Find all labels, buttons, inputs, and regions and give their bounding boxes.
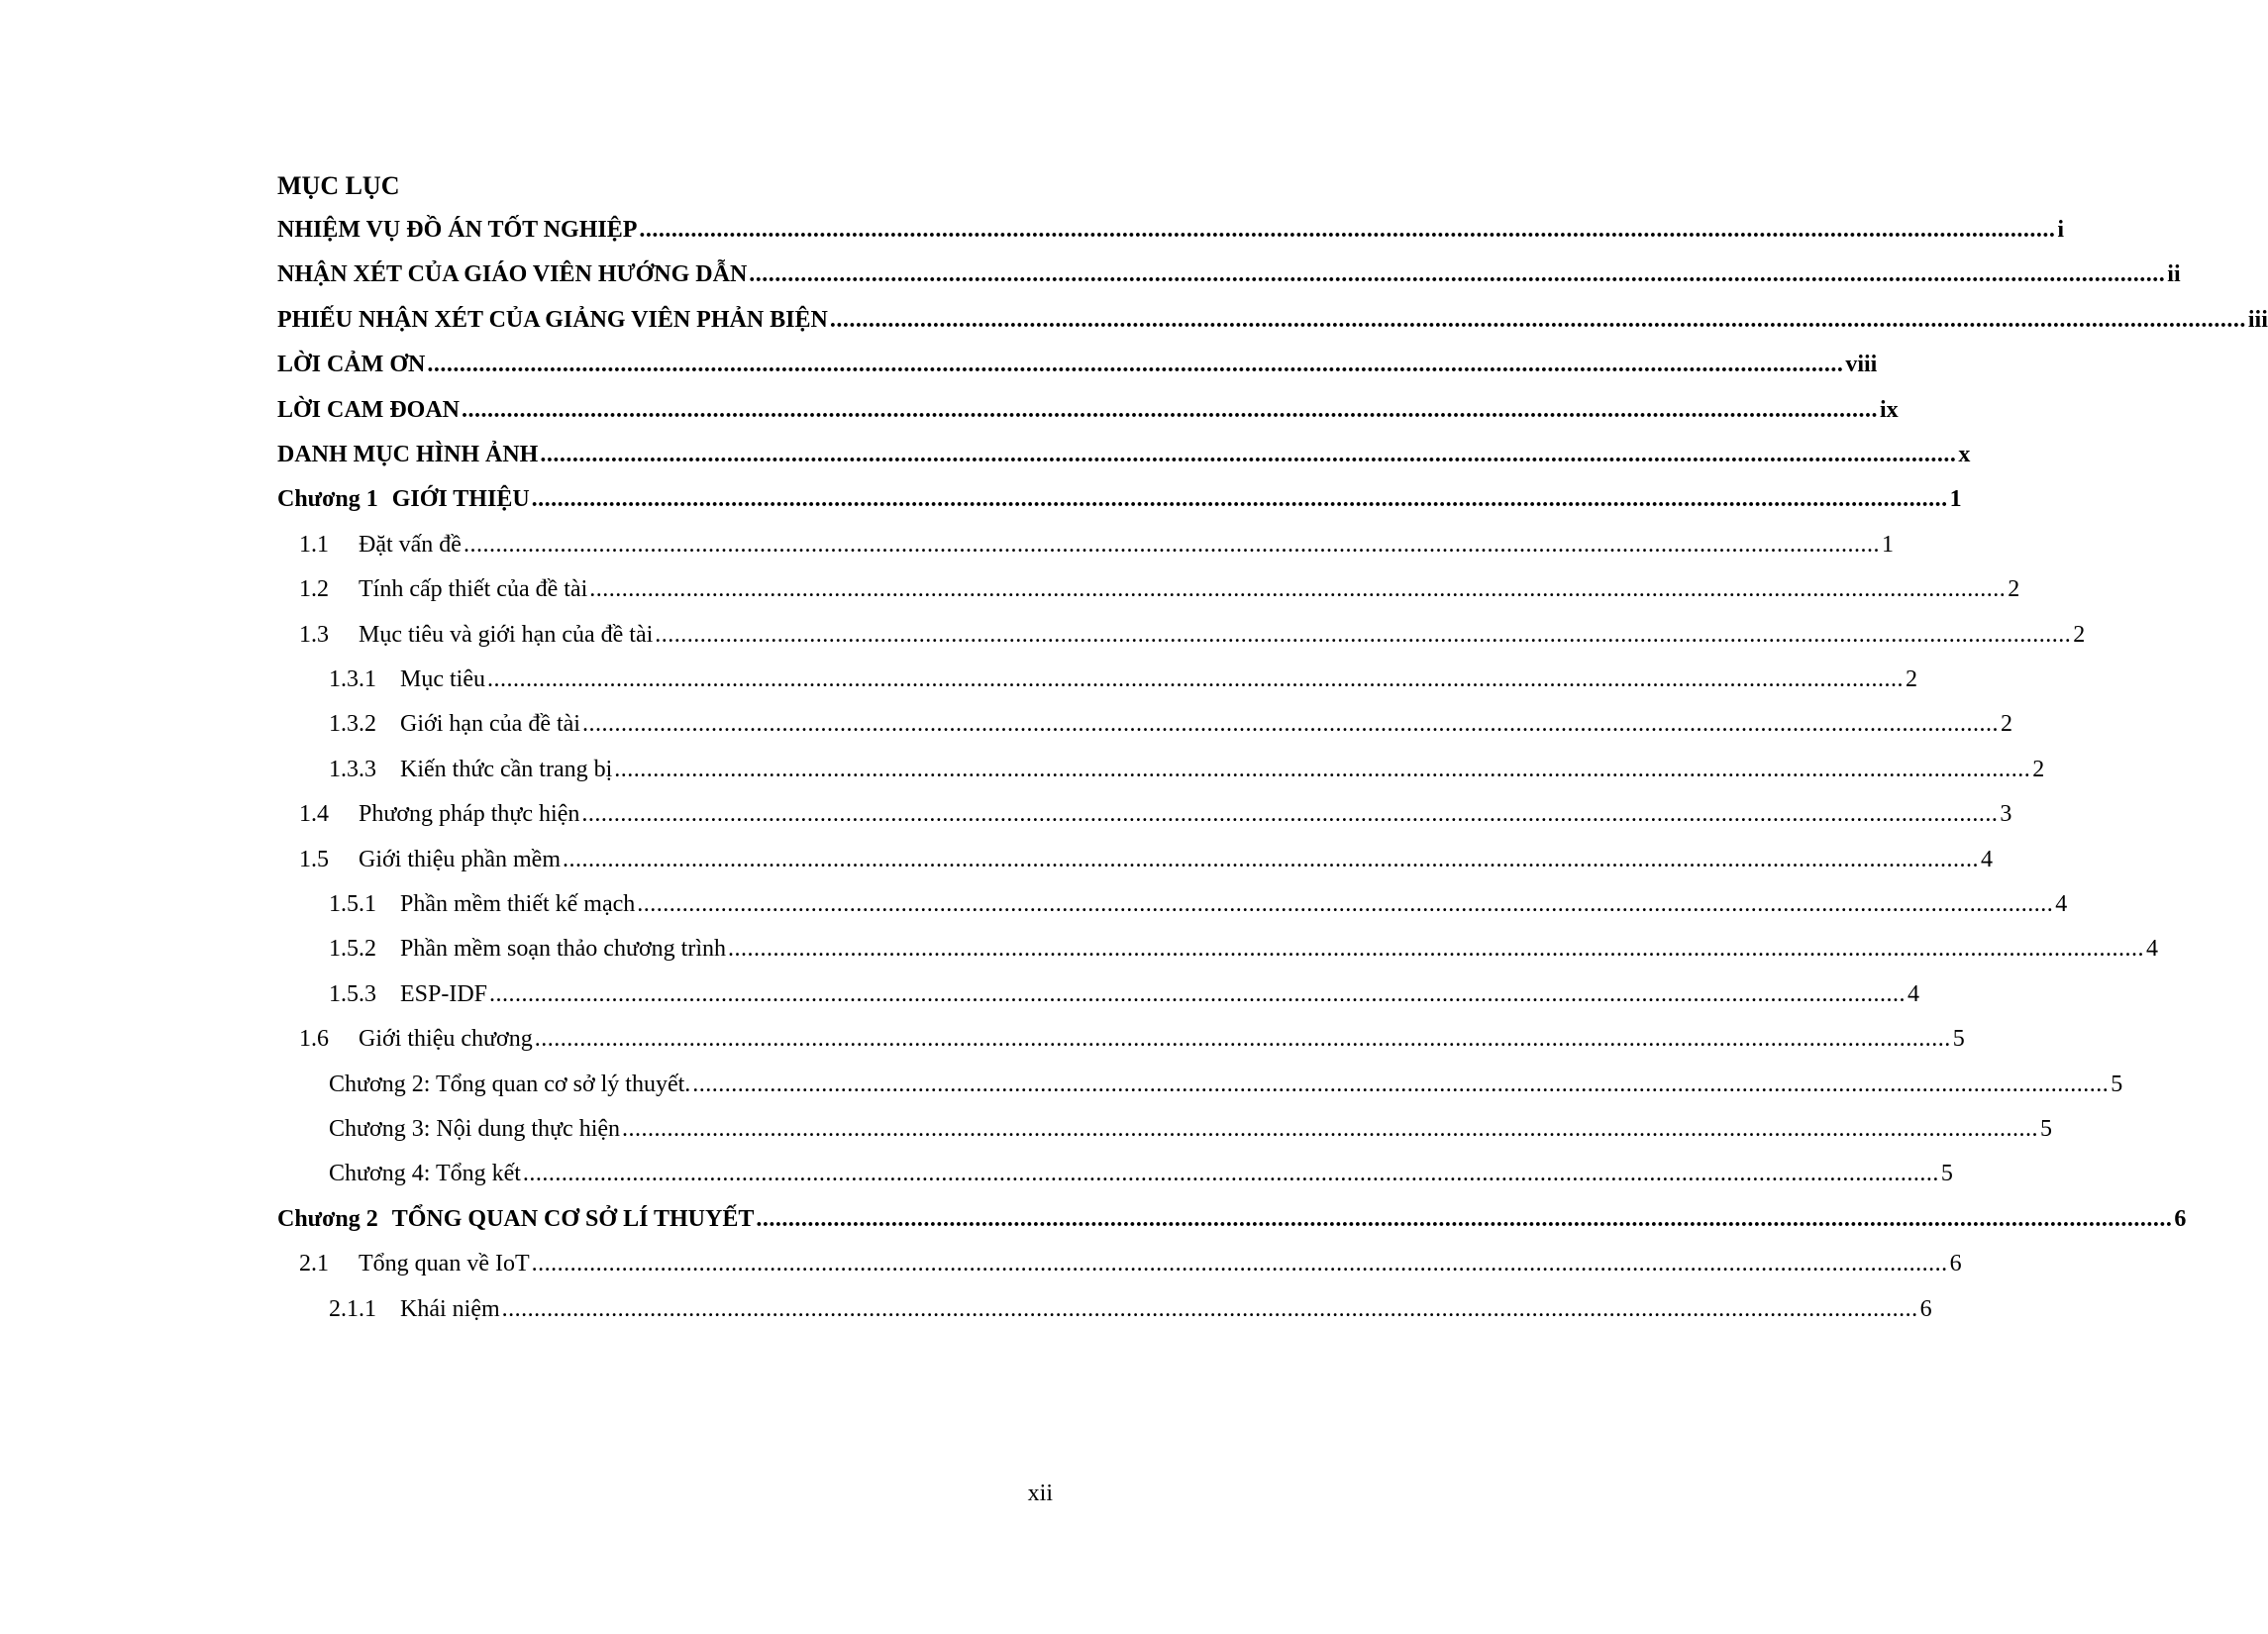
toc-dot-leader: ............................................................................................................................................................................................................................ xyxy=(531,486,1948,513)
toc-entry-title: Chương 3: Nội dung thực hiện xyxy=(329,1116,621,1142)
toc-entry-title: Kiến thức cần trang bị xyxy=(400,756,613,782)
toc-entry[interactable] xyxy=(299,1022,1965,1056)
toc-dot-leader: ............................................................................................................................................................................................................................ xyxy=(501,1295,1918,1322)
toc-entry-page: 1 xyxy=(1881,531,1894,558)
toc-entry-number: 1.4 xyxy=(299,801,329,828)
toc-entry-number: 1.3 xyxy=(299,621,329,648)
toc-dot-leader: ............................................................................................................................................................................................................................ xyxy=(486,666,1904,692)
toc-entry-page: 5 xyxy=(2040,1116,2053,1142)
toc-entry-page: 2 xyxy=(2008,576,2020,603)
toc-dot-leader: ............................................................................................................................................................................................................................ xyxy=(829,306,2246,333)
toc-entry-title: Khái niệm xyxy=(400,1295,500,1322)
toc-entry-title: Giới thiệu phần mềm xyxy=(359,846,561,872)
toc-entry-number: 2.1 xyxy=(299,1251,329,1277)
toc-dot-leader: ............................................................................................................................................................................................................................ xyxy=(563,846,1979,872)
toc-entry[interactable] xyxy=(329,663,1917,696)
toc-entry-number: 1.5.2 xyxy=(329,936,376,963)
toc-entry-page: 1 xyxy=(1949,486,1962,513)
toc-entry-number: 1.6 xyxy=(299,1026,329,1053)
toc-entry-title: Tính cấp thiết của đề tài xyxy=(359,576,588,603)
toc-entry[interactable] xyxy=(277,303,2268,337)
toc-entry-page: i xyxy=(2057,217,2065,243)
toc-entry-page: x xyxy=(1958,442,1971,467)
toc-entry[interactable] xyxy=(299,843,1993,876)
toc-dot-leader: ............................................................................................................................................................................................................................ xyxy=(462,396,1878,423)
toc-entry[interactable] xyxy=(329,1068,2123,1101)
toc-entry-title: Mục tiêu xyxy=(400,666,485,692)
toc-dot-leader: ............................................................................................................................................................................................................................ xyxy=(749,261,2166,288)
toc-dot-leader: ............................................................................................................................................................................................................................ xyxy=(427,352,1844,378)
toc-entry-page: 6 xyxy=(2174,1205,2187,1232)
toc-entry-page: 4 xyxy=(1907,980,1920,1007)
toc-dot-leader: ............................................................................................................................................................................................................................ xyxy=(639,217,2056,243)
toc-dot-leader: ............................................................................................................................................................................................................................ xyxy=(531,1251,1948,1277)
toc-entry[interactable] xyxy=(299,1247,1962,1280)
toc-entry-title: LỜI CẢM ƠN xyxy=(277,352,426,378)
toc-entry-page: 2 xyxy=(2032,756,2045,782)
toc-dot-leader: ............................................................................................................................................................................................................................ xyxy=(756,1205,2173,1232)
toc-entry-number: 1.1 xyxy=(299,531,329,558)
toc-entry-page: 3 xyxy=(2000,801,2012,828)
toc-entry-title: Đặt vấn đề xyxy=(359,531,462,558)
toc-entry[interactable] xyxy=(299,797,2012,831)
toc-entry-number: 2.1.1 xyxy=(329,1295,376,1322)
toc-dot-leader: ............................................................................................................................................................................................................................ xyxy=(534,1026,1951,1053)
toc-entry[interactable] xyxy=(299,572,2020,606)
toc-dot-leader: ............................................................................................................................................................................................................................ xyxy=(655,621,2072,648)
toc-entry-page: iii xyxy=(2247,306,2268,333)
toc-entry-title: NHIỆM VỤ ĐỒ ÁN TỐT NGHIỆP xyxy=(277,217,638,243)
toc-entry-page: ii xyxy=(2167,261,2181,288)
toc-entry-title: Tổng quan về IoT xyxy=(359,1251,530,1277)
toc-entry-title: Phương pháp thực hiện xyxy=(359,801,580,828)
toc-entry-page: 6 xyxy=(1949,1251,1962,1277)
toc-entry-title: Chương 2: Tổng quan cơ sở lý thuyết. xyxy=(329,1071,691,1097)
toc-entry-title: PHIẾU NHẬN XÉT CỦA GIẢNG VIÊN PHẢN BIỆN xyxy=(277,306,828,333)
toc-entry-page: 5 xyxy=(2111,1071,2123,1097)
toc-entry[interactable] xyxy=(329,1157,1953,1190)
toc-entry[interactable] xyxy=(329,887,2068,921)
toc-entry-number: 1.3.2 xyxy=(329,711,376,738)
toc-entry-page: 5 xyxy=(1940,1161,1953,1187)
toc-entry[interactable] xyxy=(329,1112,2053,1146)
toc-entry[interactable] xyxy=(329,932,2158,966)
toc-entry-number: 1.5 xyxy=(299,846,329,872)
toc-dot-leader: ............................................................................................................................................................................................................................ xyxy=(589,576,2007,603)
toc-entry[interactable] xyxy=(277,482,1962,516)
toc-entry-number: 1.5.1 xyxy=(329,891,376,917)
toc-dot-leader: ............................................................................................................................................................................................................................ xyxy=(581,711,1999,738)
toc-entry-page: 2 xyxy=(2073,621,2086,648)
toc-entry-number: 1.2 xyxy=(299,576,329,603)
toc-entry-page: 4 xyxy=(2055,891,2068,917)
toc-entry-title: Phần mềm thiết kế mạch xyxy=(400,891,636,917)
toc-dot-leader: ............................................................................................................................................................................................................................ xyxy=(727,936,2144,963)
toc-entry-title: Giới hạn của đề tài xyxy=(400,711,580,738)
toc-entry-title: Mục tiêu và giới hạn của đề tài xyxy=(359,621,654,648)
toc-entry-page: 4 xyxy=(2145,936,2158,963)
page-number: xii xyxy=(1027,1481,1053,1506)
toc-entry-title: Phần mềm soạn thảo chương trình xyxy=(400,936,726,963)
toc-entry-page: 5 xyxy=(1952,1026,1965,1053)
toc-entry-title: LỜI CAM ĐOAN xyxy=(277,396,460,423)
toc-entry-title: TỔNG QUAN CƠ SỞ LÍ THUYẾT xyxy=(391,1205,755,1232)
toc-dot-leader: ............................................................................................................................................................................................................................ xyxy=(637,891,2054,917)
toc-entry[interactable] xyxy=(299,618,2086,652)
toc-entry-title: Chương 4: Tổng kết xyxy=(329,1161,521,1187)
toc-entry-number: 1.3.1 xyxy=(329,666,376,692)
toc-entry-page: 2 xyxy=(2000,711,2012,738)
toc-entry-page: ix xyxy=(1880,396,1899,423)
toc-entry[interactable] xyxy=(329,753,2045,786)
toc-entry[interactable] xyxy=(329,977,1920,1011)
toc-entry-number: Chương 1 xyxy=(277,486,378,513)
toc-entry-number: 1.5.3 xyxy=(329,980,376,1007)
toc-entry-page: viii xyxy=(1845,352,1878,378)
toc-entry[interactable] xyxy=(277,393,1899,427)
toc-entry-page: 2 xyxy=(1905,666,1917,692)
toc-entry-title: ESP-IDF xyxy=(400,980,488,1007)
toc-entry[interactable] xyxy=(329,707,2012,741)
toc-entry[interactable] xyxy=(329,1292,1932,1326)
toc-dot-leader: ............................................................................................................................................................................................................................ xyxy=(540,442,1957,467)
toc-entry[interactable] xyxy=(277,257,2181,291)
toc-entry[interactable] xyxy=(277,1202,2187,1236)
toc-dot-leader: ............................................................................................................................................................................................................................ xyxy=(581,801,1999,828)
toc-entry-title: Giới thiệu chương xyxy=(359,1026,533,1053)
toc-entry-title: NHẬN XÉT CỦA GIÁO VIÊN HƯỚNG DẪN xyxy=(277,261,748,288)
toc-dot-leader: ............................................................................................................................................................................................................................ xyxy=(614,756,2031,782)
page-title: MỤC LỤC xyxy=(277,171,400,200)
toc-dot-leader: ............................................................................................................................................................................................................................ xyxy=(622,1116,2039,1142)
toc-entry-page: 6 xyxy=(1919,1295,1932,1322)
toc-dot-leader: ............................................................................................................................................................................................................................ xyxy=(692,1071,2110,1097)
toc-entry[interactable] xyxy=(277,438,1971,471)
toc-entry-title: GIỚI THIỆU xyxy=(391,486,530,513)
toc-entry[interactable] xyxy=(277,213,2065,247)
toc-entry-number: Chương 2 xyxy=(277,1205,378,1232)
toc-dot-leader: ............................................................................................................................................................................................................................ xyxy=(522,1161,1939,1187)
toc-entry[interactable] xyxy=(299,528,1894,562)
toc-dot-leader: ............................................................................................................................................................................................................................ xyxy=(463,531,1880,558)
toc-entry-number: 1.3.3 xyxy=(329,756,376,782)
toc-entry-page: 4 xyxy=(1981,846,1993,872)
toc-entry-title: DANH MỤC HÌNH ẢNH xyxy=(277,442,539,467)
toc-dot-leader: ............................................................................................................................................................................................................................ xyxy=(489,980,1907,1007)
toc-entry[interactable] xyxy=(277,348,1878,381)
